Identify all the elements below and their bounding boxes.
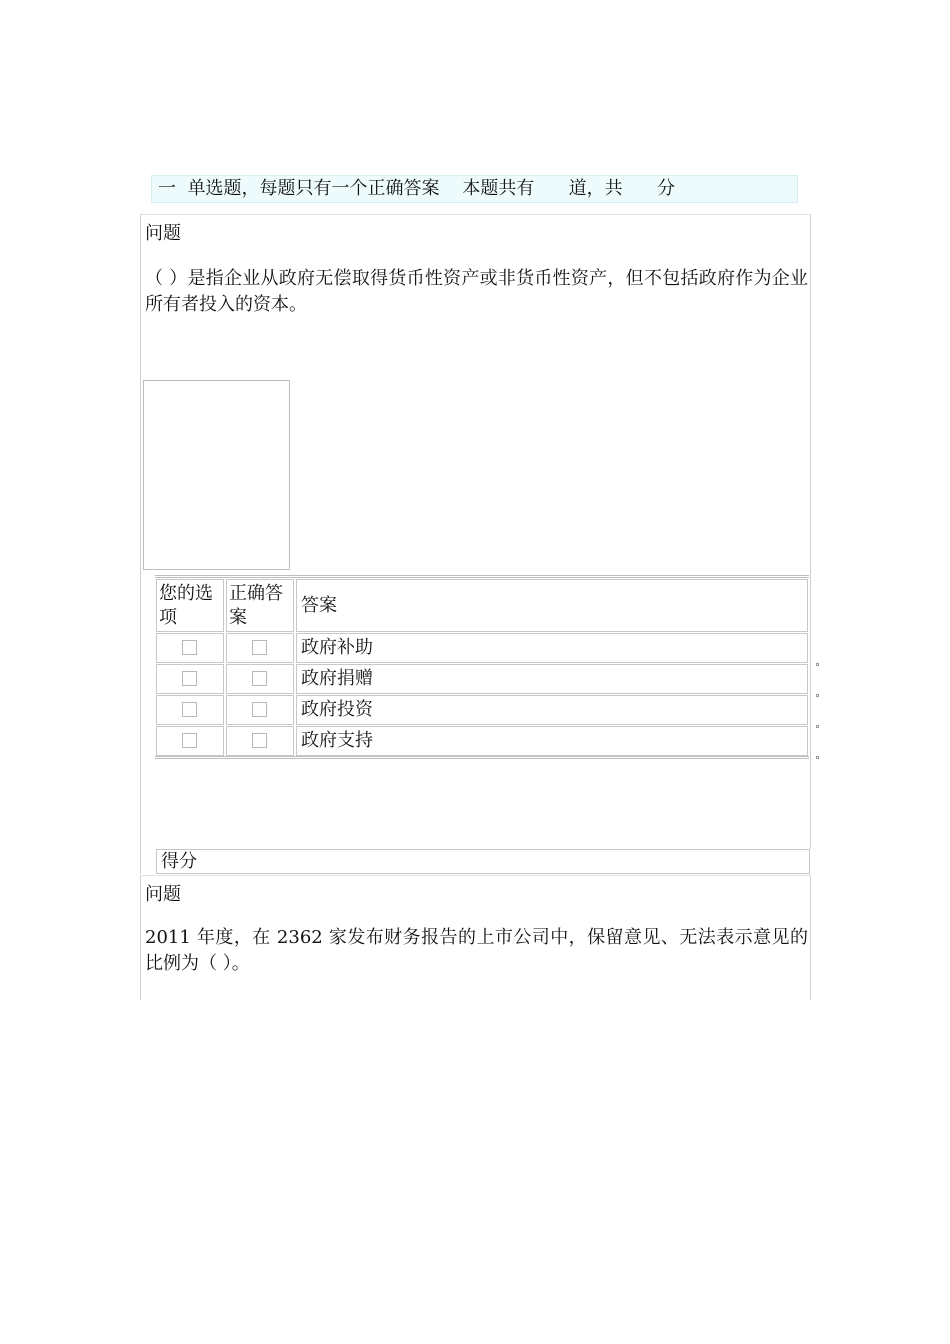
question-label: 问题 bbox=[145, 884, 181, 905]
table-row bbox=[155, 663, 809, 694]
image-placeholder bbox=[143, 380, 290, 570]
correct-answer-checkbox[interactable] bbox=[252, 733, 267, 748]
correct-answer-cell bbox=[226, 633, 294, 663]
option-text: 政府补助 bbox=[296, 633, 808, 663]
your-option-checkbox[interactable] bbox=[182, 702, 197, 717]
question-text: （ ）是指企业从政府无偿取得货币性资产或非货币性资产，但不包括政府作为企业所有者投入的资本。 bbox=[145, 268, 808, 315]
your-option-cell bbox=[156, 695, 224, 725]
correct-answer-cell bbox=[226, 695, 294, 725]
row-marker bbox=[816, 725, 819, 728]
row-marker bbox=[816, 694, 819, 697]
your-option-checkbox[interactable] bbox=[182, 733, 197, 748]
table-row bbox=[155, 725, 809, 756]
question-card-2 bbox=[140, 875, 811, 1000]
score-divider bbox=[140, 849, 156, 874]
question-text: 2011 年度，在 2362 家发布财务报告的上市公司中，保留意见、无法表示意见的比例为（ ）。 bbox=[145, 927, 808, 974]
header-your-option: 您的选项 bbox=[156, 579, 224, 632]
answer-table bbox=[155, 575, 809, 759]
your-option-cell bbox=[156, 633, 224, 663]
row-marker bbox=[816, 663, 819, 666]
option-text: 政府投资 bbox=[296, 695, 808, 725]
header-answer bbox=[296, 579, 808, 632]
your-option-cell bbox=[156, 664, 224, 694]
question-label: 问题 bbox=[145, 223, 181, 244]
table-row bbox=[155, 694, 809, 725]
your-option-checkbox[interactable] bbox=[182, 640, 197, 655]
section-header: 一 单选题，每题只有一个正确答案 本题共有 道，共 分 bbox=[151, 175, 798, 203]
header-answer-label: 答案 bbox=[301, 594, 337, 616]
option-text: 政府支持 bbox=[296, 726, 808, 756]
correct-answer-checkbox[interactable] bbox=[252, 702, 267, 717]
correct-answer-cell bbox=[226, 664, 294, 694]
correct-answer-checkbox[interactable] bbox=[252, 640, 267, 655]
correct-answer-checkbox[interactable] bbox=[252, 671, 267, 686]
your-option-checkbox[interactable] bbox=[182, 671, 197, 686]
option-text: 政府捐赠 bbox=[296, 664, 808, 694]
score-bar: 得分 bbox=[156, 849, 810, 874]
answer-table-header bbox=[155, 578, 809, 632]
your-option-cell bbox=[156, 726, 224, 756]
row-marker bbox=[816, 756, 819, 759]
header-correct-answer: 正确答案 bbox=[226, 579, 294, 632]
table-row bbox=[155, 632, 809, 663]
correct-answer-cell bbox=[226, 726, 294, 756]
